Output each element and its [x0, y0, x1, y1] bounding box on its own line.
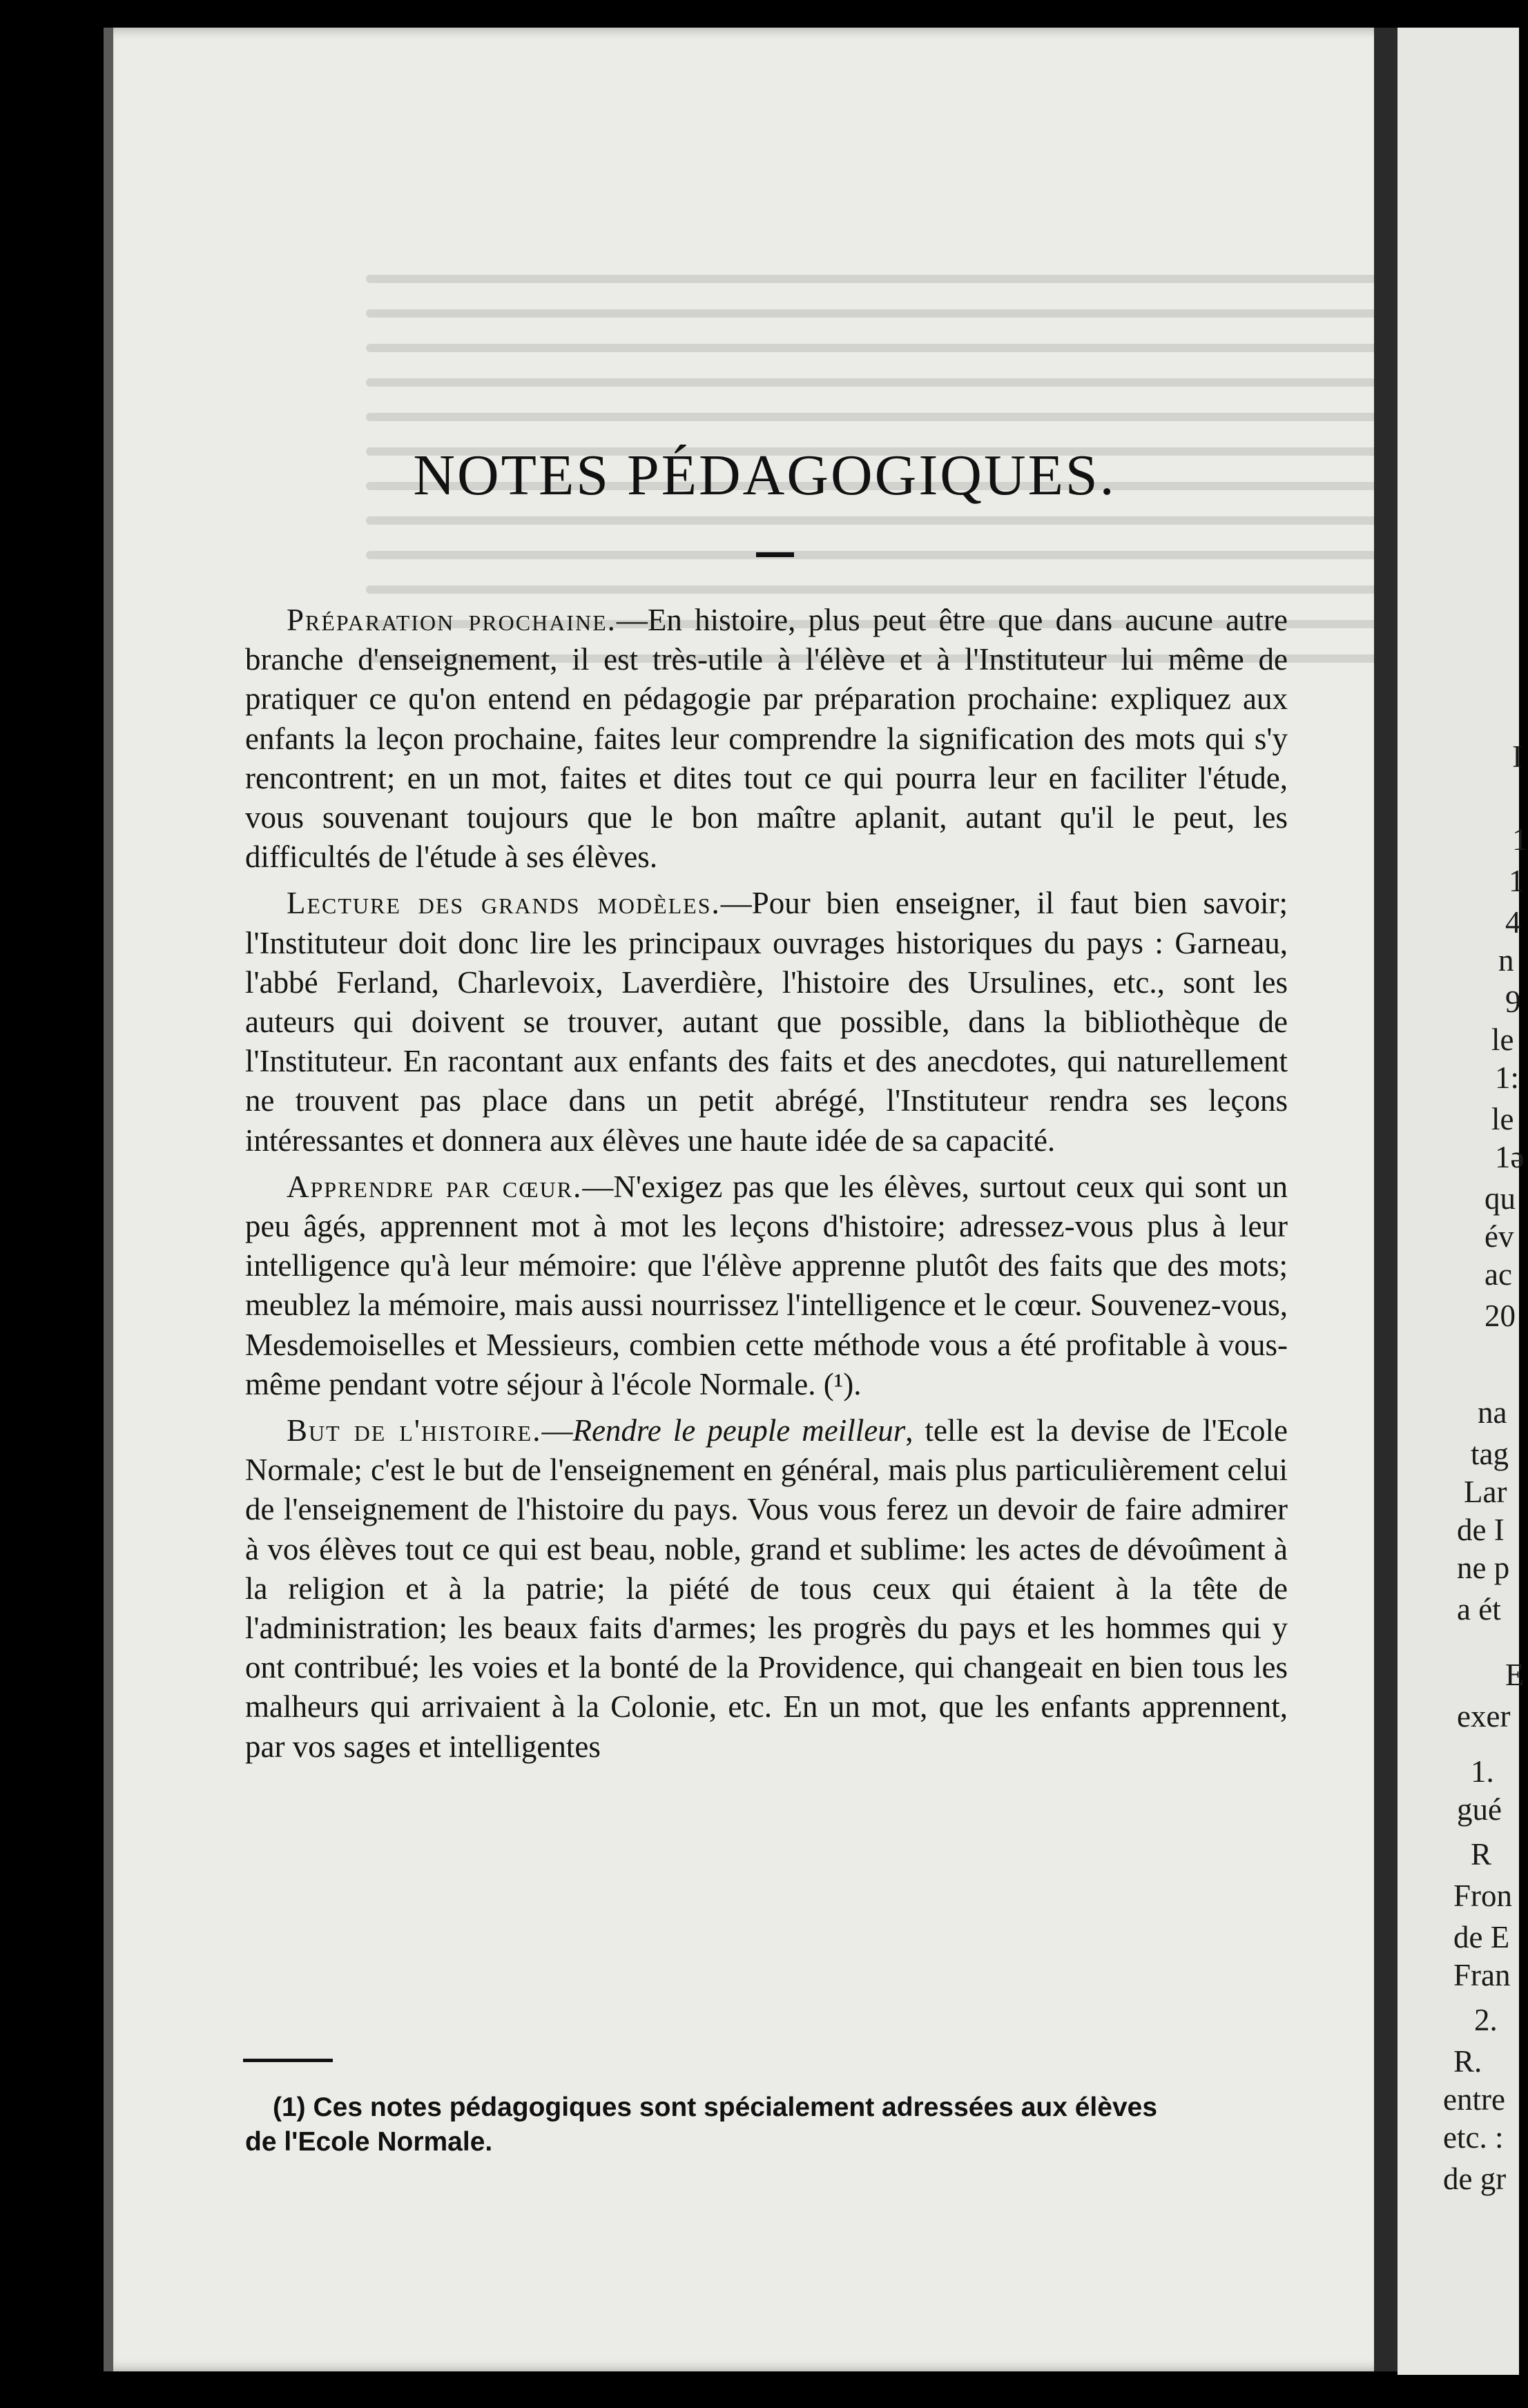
book-gutter: [1374, 28, 1398, 2371]
facing-page-line: de E: [1453, 1920, 1510, 1954]
paragraph-preparation: [245, 601, 1288, 877]
facing-page-line: le: [1491, 1102, 1514, 1136]
page-title: NOTES PÉDAGOGIQUES.: [413, 443, 1116, 507]
paragraph-text: —N'exigez pas que les élèves, surtout ceux qui sont un peu âgés, apprennent mot à mot les leçons d'histoire; adressez-vous plus à leur intelligence qu'à leur mémoire: que l'élève apprenne plutôt des faits que des mots; meublez la mémoire, mais aussi nourrissez l'intelligence et le cœur. Souvenez-vous, Mesdemoiselles et Messieurs, combien cette méthode vous a été profitable à vous-même pendant votre séjour à l'école Normale. (¹).: [245, 1169, 1288, 1401]
footnote-rule: [243, 2059, 333, 2062]
facing-page-line: R: [1471, 1837, 1492, 1872]
facing-page-line: 1: [1509, 864, 1525, 898]
facing-page-line: gué: [1457, 1792, 1502, 1827]
body-text: [245, 601, 1288, 1774]
facing-page-line: n: [1498, 943, 1514, 978]
paragraph-but: But de l'histoire.—Rendre le peuple meilleur, telle est la devise de l'Ecole Normale; c'est le but de l'enseignement en général, mais plus particulièrement celui de l'enseignement de l'histoire du pays. Vous vous ferez un devoir de faire admirer à vos élèves tout ce qui est beau, noble, grand et sublime: les actes de dévoûment à la religion et à la patrie; la piété de tous ceux qui étaient à la tête de l'administration; les beaux faits d'armes; les progrès du pays et les hommes qui y ont contribué; les voies et la bonté de la Providence, qui changeait en bien tous les malheurs qui arrivaient à la Colonie, etc. En un mot, que les enfants apprennent, par vos sages et intelligentes: [245, 1413, 1288, 1764]
facing-page-line: de gr: [1443, 2162, 1507, 2196]
facing-page-line: 1ǝ: [1495, 1140, 1525, 1174]
paragraph-heading: Préparation prochaine.: [287, 603, 617, 637]
footnote: [245, 2090, 1288, 2159]
paragraph-text: —En histoire, plus peut être que dans aucune autre branche d'enseignement, il est très-utile à l'élève et à l'Instituteur lui même de pratiquer ce qu'on entend en pédagogie par préparation prochaine: expliquez aux enfants la leçon prochaine, faites leur comprendre la signification des mots qui s'y rencontrent; en un mot, faites et dites tout ce qui pourra leur en faciliter l'étude, vous souvenant toujours que le bon maître aplanit, autant qu'il le peut, les difficultés de l'étude à ses élèves.: [245, 603, 1288, 875]
facing-page-line: entre: [1443, 2082, 1505, 2117]
facing-page-line: Lar: [1464, 1475, 1507, 1509]
footnote-line: (1) Ces notes pédagogiques sont spécialement adressées aux élèves: [273, 2093, 1158, 2122]
paragraph-heading: Apprendre par cœur.: [287, 1169, 583, 1204]
facing-page-line: 1:: [1495, 1060, 1520, 1095]
facing-page-line: ne p: [1457, 1551, 1510, 1585]
facing-page-line: na: [1478, 1395, 1507, 1430]
footnote-line: de l'Ecole Normale.: [245, 2127, 493, 2157]
paragraph-apprendre: [245, 1167, 1288, 1404]
facing-page-line: etc. :: [1443, 2120, 1504, 2155]
facing-page-text: [1398, 0, 1528, 2408]
paragraph-heading: But de l'histoire.: [287, 1413, 542, 1448]
paragraph-lecture: [245, 884, 1288, 1160]
facing-page-line: 2.: [1474, 2003, 1498, 2037]
page-edge: [104, 28, 113, 2371]
paragraph-heading: Lecture des grands modèles.: [287, 886, 721, 921]
facing-page-line: ac: [1485, 1257, 1512, 1292]
facing-page-line: 9: [1505, 984, 1521, 1019]
paragraph-italic: Rendre le peuple meilleur: [572, 1413, 906, 1448]
title-rule: [756, 552, 794, 557]
paragraph-text: —Pour bien enseigner, il faut bien savoir; l'Instituteur doit donc lire les principaux ouvrages historiques du pays : Garneau, l'abbé Ferland, Charlevoix, Laverdière, l'histoire des Ursulines, etc., sont les auteurs qui doivent se trouver, autant que possible, dans la bibliothèque de l'Instituteur. En racontant aux enfants des faits et des anecdotes, qui naturellement ne trouvent pas place dans un petit abrégé, l'Instituteur rendra ses leçons intéressantes et donnera aux élèves une haute idée de sa capacité.: [245, 886, 1288, 1158]
facing-page-line: E: [1505, 1658, 1525, 1692]
facing-page-line: 4: [1505, 905, 1521, 940]
facing-page-line: exer: [1457, 1699, 1511, 1734]
facing-page-line: de I: [1457, 1513, 1505, 1547]
facing-page-line: 1.: [1471, 1754, 1494, 1789]
facing-page-line: Fran: [1453, 1958, 1511, 1992]
facing-page-line: 1: [1512, 822, 1528, 857]
facing-page-line: I: [1512, 739, 1522, 774]
facing-page-line: a ét: [1457, 1592, 1501, 1627]
paragraph-text: , telle est la devise de l'Ecole Normale; c'est le but de l'enseignement en général, mais plus particulièrement celui de l'enseignement de l'histoire du pays. Vous vous ferez un devoir de faire admirer à vos élèves tout ce qui est beau, noble, grand et sublime: les actes de dévoûment à la religion et à la patrie; la piété de tous ceux qui étaient à la tête de l'administration; les beaux faits d'armes; les progrès du pays et les hommes qui y ont contribué; les voies et la bonté de la Providence, qui changeait en bien tous les malheurs qui arrivaient à la Colonie, etc. En un mot, que les enfants apprennent, par vos sages et intelligentes: [245, 1413, 1288, 1764]
facing-page-line: le: [1491, 1022, 1514, 1057]
facing-page-line: R.: [1453, 2044, 1482, 2079]
facing-page-line: Fron: [1453, 1878, 1513, 1913]
facing-page-line: qu: [1485, 1181, 1516, 1216]
facing-page-line: év: [1485, 1219, 1514, 1254]
facing-page-line: tag: [1471, 1437, 1509, 1471]
facing-page-line: 20: [1485, 1299, 1516, 1333]
